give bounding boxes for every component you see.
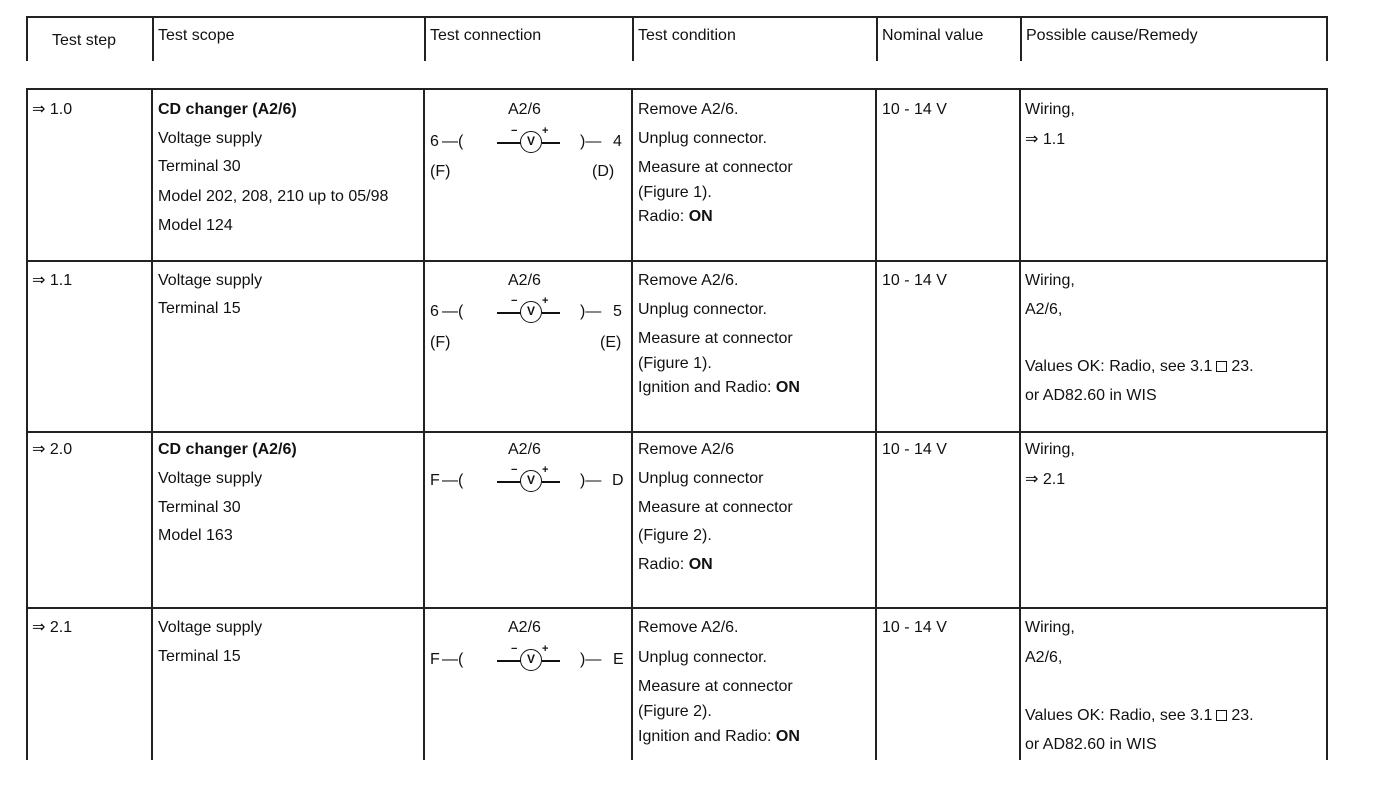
header-label: Test scope	[158, 27, 235, 44]
col-divider	[875, 90, 877, 760]
header-test-step	[26, 18, 152, 61]
condition-line: Measure at connector	[638, 159, 793, 176]
condition-text: Ignition and Radio:	[638, 728, 776, 745]
pin-left-sub: (F)	[430, 334, 451, 351]
condition-line	[638, 555, 713, 575]
header-nominal-value	[876, 18, 1020, 61]
header-label: Test connection	[430, 27, 542, 44]
condition-line: Remove A2/6.	[638, 619, 739, 636]
condition-line: Measure at connector	[638, 330, 793, 347]
lead-right-icon	[542, 481, 560, 483]
plus-icon: +	[542, 125, 549, 137]
condition-bold: ON	[775, 379, 800, 396]
table-header	[26, 16, 1328, 61]
header-label: Nominal value	[882, 27, 984, 44]
remedy-line	[1025, 706, 1254, 726]
condition-line: Unplug connector.	[638, 301, 767, 318]
plus-icon: +	[542, 464, 549, 476]
lead-left-icon	[497, 660, 521, 662]
remedy-line: A2/6,	[1025, 649, 1063, 666]
remedy-line: ⇒ 1.1	[1025, 131, 1066, 148]
plus-icon: +	[542, 643, 549, 655]
connector-title: A2/6	[508, 441, 541, 458]
row-divider	[26, 431, 1328, 433]
voltmeter-icon: V	[520, 470, 542, 492]
remedy-line: Wiring,	[1025, 101, 1075, 118]
condition-line: Unplug connector.	[638, 130, 767, 147]
lead-right-icon	[542, 142, 560, 144]
row-divider	[26, 260, 1328, 262]
condition-bold: ON	[775, 728, 800, 745]
condition-bold: ON	[688, 556, 713, 573]
minus-icon: −	[511, 643, 518, 655]
scope-line: CD changer (A2/6)	[158, 101, 297, 118]
remedy-line	[1025, 357, 1254, 377]
scope-line: CD changer (A2/6)	[158, 441, 297, 458]
condition-line: (Figure 2).	[638, 703, 712, 720]
condition-text: Radio:	[638, 556, 689, 573]
connector-left-icon: —(	[442, 651, 464, 668]
test-table	[26, 88, 1328, 760]
scope-line: Terminal 15	[158, 648, 241, 665]
nominal-value: 10 - 14 V	[882, 619, 947, 636]
remedy-line: or AD82.60 in WIS	[1025, 387, 1157, 404]
nominal-value: 10 - 14 V	[882, 272, 947, 289]
condition-line: Remove A2/6.	[638, 101, 739, 118]
pin-left: 6	[430, 133, 439, 150]
lead-left-icon	[497, 312, 521, 314]
scope-line: Terminal 30	[158, 499, 241, 516]
header-test-connection	[424, 18, 632, 61]
minus-icon: −	[511, 125, 518, 137]
lead-right-icon	[542, 312, 560, 314]
connector-left-icon: —(	[442, 133, 464, 150]
header-label: Test condition	[638, 27, 736, 44]
pin-left: F	[430, 651, 440, 668]
remedy-text: Values OK: Radio, see 3.1	[1025, 358, 1213, 375]
minus-icon: −	[511, 464, 518, 476]
remedy-line: ⇒ 2.1	[1025, 471, 1066, 488]
connector-title: A2/6	[508, 619, 541, 636]
pin-right: D	[612, 472, 624, 489]
connector-title: A2/6	[508, 272, 541, 289]
scope-line: Voltage supply	[158, 130, 263, 147]
remedy-line: Wiring,	[1025, 619, 1075, 636]
condition-line: (Figure 1).	[638, 184, 712, 201]
test-step: ⇒ 2.1	[32, 619, 73, 636]
col-divider	[1326, 90, 1328, 760]
plus-icon: +	[542, 295, 549, 307]
connector-left-icon: —(	[442, 303, 464, 320]
connector-left-icon: —(	[442, 472, 464, 489]
connector-title: A2/6	[508, 101, 541, 118]
condition-bold: ON	[688, 208, 713, 225]
header-label: Test step	[52, 32, 117, 49]
scope-line: Terminal 30	[158, 158, 241, 175]
pin-left: F	[430, 472, 440, 489]
condition-line: Unplug connector	[638, 470, 764, 487]
test-step: ⇒ 2.0	[32, 441, 73, 458]
scope-line: Model 163	[158, 527, 233, 544]
pin-right: 4	[613, 133, 622, 150]
remedy-page: 23.	[1231, 358, 1254, 375]
condition-line	[638, 378, 800, 398]
remedy-line: Wiring,	[1025, 272, 1075, 289]
connector-right-icon: )—	[580, 303, 602, 320]
condition-text: Radio:	[638, 208, 689, 225]
header-test-scope	[152, 18, 424, 61]
scope-line: Voltage supply	[158, 619, 263, 636]
lead-left-icon	[497, 481, 521, 483]
lead-left-icon	[497, 142, 521, 144]
condition-line: Remove A2/6	[638, 441, 735, 458]
connector-right-icon: )—	[580, 651, 602, 668]
test-step: ⇒ 1.0	[32, 101, 73, 118]
condition-line: (Figure 2).	[638, 527, 712, 544]
lead-right-icon	[542, 660, 560, 662]
condition-line: Unplug connector.	[638, 649, 767, 666]
scope-line: Model 124	[158, 217, 233, 234]
col-divider	[151, 90, 153, 760]
header-cause-remedy	[1020, 18, 1328, 61]
col-divider	[26, 90, 28, 760]
page-ref-icon	[1216, 361, 1227, 372]
remedy-line: or AD82.60 in WIS	[1025, 736, 1157, 753]
row-divider	[26, 607, 1328, 609]
scope-line: Model 202, 208, 210 up to 05/98	[158, 188, 389, 205]
pin-right-sub: (E)	[600, 334, 622, 351]
remedy-text: Values OK: Radio, see 3.1	[1025, 707, 1213, 724]
pin-right: 5	[613, 303, 622, 320]
scope-line: Voltage supply	[158, 470, 263, 487]
scope-line: Terminal 15	[158, 300, 241, 317]
condition-text: Ignition and Radio:	[638, 379, 776, 396]
pin-right: E	[613, 651, 624, 668]
col-divider	[1019, 90, 1021, 760]
pin-left-sub: (F)	[430, 163, 451, 180]
header-label: Possible cause/Remedy	[1026, 27, 1198, 44]
pin-left: 6	[430, 303, 439, 320]
test-step: ⇒ 1.1	[32, 272, 73, 289]
col-divider	[631, 90, 633, 760]
connector-right-icon: )—	[580, 133, 602, 150]
pin-right-sub: (D)	[592, 163, 615, 180]
voltmeter-icon: V	[520, 301, 542, 323]
connector-right-icon: )—	[580, 472, 602, 489]
col-divider	[423, 90, 425, 760]
remedy-page: 23.	[1231, 707, 1254, 724]
condition-line: (Figure 1).	[638, 355, 712, 372]
voltmeter-icon: V	[520, 131, 542, 153]
scope-line: Voltage supply	[158, 272, 263, 289]
condition-line: Measure at connector	[638, 499, 793, 516]
remedy-line: Wiring,	[1025, 441, 1075, 458]
condition-line	[638, 207, 713, 227]
page-ref-icon	[1216, 710, 1227, 721]
voltmeter-icon: V	[520, 649, 542, 671]
condition-line: Remove A2/6.	[638, 272, 739, 289]
nominal-value: 10 - 14 V	[882, 441, 947, 458]
condition-line: Measure at connector	[638, 678, 793, 695]
minus-icon: −	[511, 295, 518, 307]
condition-line	[638, 727, 800, 747]
nominal-value: 10 - 14 V	[882, 101, 947, 118]
header-test-condition	[632, 18, 876, 61]
remedy-line: A2/6,	[1025, 301, 1063, 318]
